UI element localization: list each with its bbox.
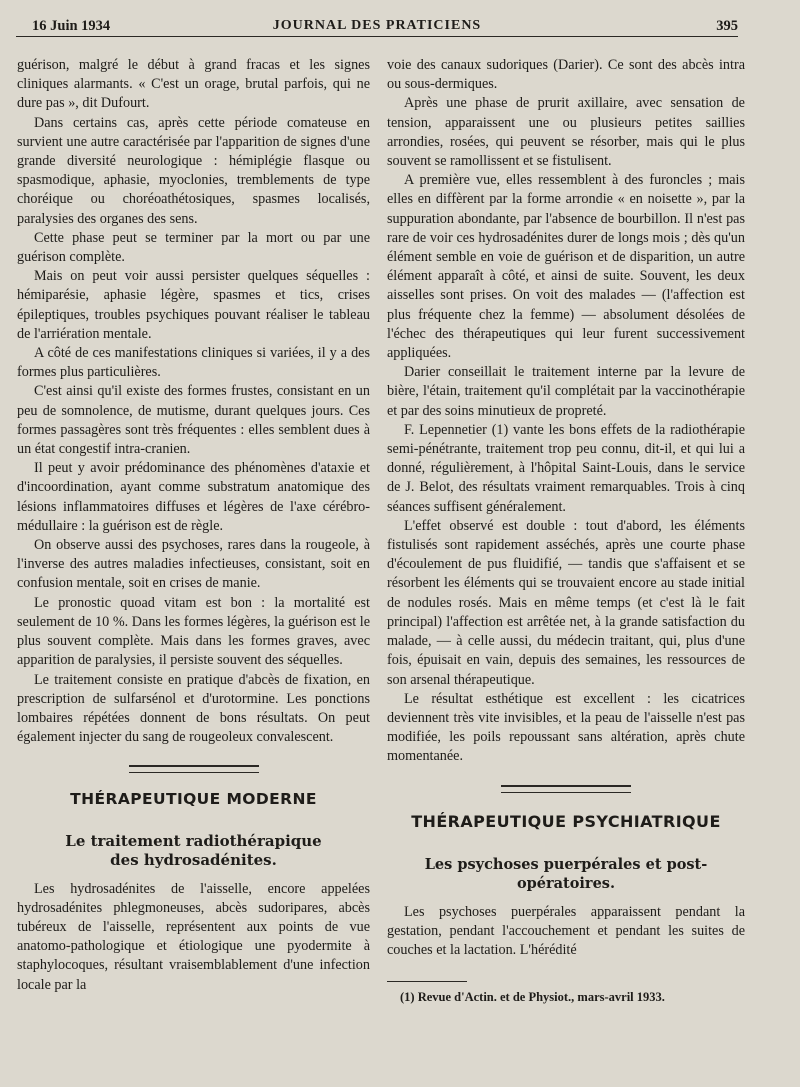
article-title: Les psychoses puerpérales et post-opératoires. [424,855,708,892]
right-column [387,56,745,960]
paragraph: Darier conseillait le traitement interne par la levure de bière, l'étain, traitement qu'il complétait par la vaccinothérapie et par des soins minutieux de propreté. [387,364,745,419]
section-divider [129,765,259,773]
article-title-line: des hydrosadénites. [110,850,277,869]
article-title [17,832,370,870]
footnote-divider [387,981,467,982]
paragraph: A première vue, elles ressemblent à des furoncles ; mais elles en diffèrent par la forme arrondie « en noisette », par la suppuration abondante, par l'absence de bourbillon. Il n'est pas rare de voir ces hydrosadénites durer de longs mois ; dès qu'un élément semble en voie de guérison et de disparition, un autre élément apparaît à côté, et ainsi de suite. Souvent, les deux aisselles sont prises. On voit des malades — (l'affection est plus fréquente chez la femme) — absolument désolées de l'échec des thérapeutiques qui leur furent successivement appliquées. [387,172,745,362]
left-column [17,56,370,995]
paragraph: Les psychoses puerpérales apparaissent pendant la gestation, pendant l'accouchement et pendant les suites de couches et la lactation. L'hérédité [387,903,745,959]
paragraph: A côté de ces manifestations cliniques si variées, il y a des formes plus particulières. [17,345,370,381]
paragraph: Mais on peut voir aussi persister quelques séquelles : hémiparésie, aphasie légère, spasmes et tics, crises épileptiques, troubles psychiques pouvant réaliser le tableau de l'arriération mentale. [17,268,370,342]
paragraph: Le pronostic quoad vitam est bon : la mortalité est seulement de 10 %. Dans les formes légères, la guérison est le plus souvent complète. Mais dans les formes graves, avec apparition de paralysies, il persiste souvent des séquelles. [17,594,370,669]
paragraph: guérison, malgré le début à grand fracas et les signes cliniques alarmants. « C'est un orage, brutal parfois, qui ne dure pas », dit Dufourt. [17,57,370,112]
section-heading: THÉRAPEUTIQUE MODERNE [70,790,317,809]
paragraph: Le résultat esthétique est excellent : les cicatrices deviennent très vite invisibles, et la peau de l'aisselle n'est pas modifiée, les poils repoussant sans altération, après chute momentanée. [387,690,745,765]
paragraph: On observe aussi des psychoses, rares dans la rougeole, à l'inverse des autres maladies infectieuses, consistant, soit en confusion mentale, soit en crises de manie. [17,537,370,592]
paragraph: Il peut y avoir prédominance des phénomènes d'ataxie et d'incoordination, ayant comme substratum anatomique des lésions inflammatoires diffuses et légères de l'axe cérébro-médullaire : la guérison est de règle. [17,460,370,534]
paragraph: Dans certains cas, après cette période comateuse en survient une autre caractérisée par l'apparition de signes d'une grande diversité neurologique : hémiplégie flasque ou spasmodique, aphasie, myoclonies, tremblements de type choréique ou choréoathétosiques, spasmes localisés, paralysies des organes des sens. [17,114,370,227]
paragraph: C'est ainsi qu'il existe des formes frustes, consistant en un peu de somnolence, de mutisme, durant quelques jours. Ces formes passagères sont très fréquentes : elles semblent dues à un état congestif intra-cranien. [17,383,370,458]
page-header [16,14,738,37]
header-date: 16 Juin 1934 [32,18,111,34]
footnote: (1) Revue d'Actin. et de Physiot., mars-avril 1933. [400,990,665,1004]
section-heading: THÉRAPEUTIQUE PSYCHIATRIQUE [411,811,721,831]
section-divider [501,785,631,793]
paragraph: voie des canaux sudoriques (Darier). Ce sont des abcès intra ou sous-dermiques. [387,57,745,93]
paragraph: Les hydrosadénites de l'aisselle, encore appelées hydrosadénites phlegmoneuses, abcès sudoripares, abcès tubéreux de l'aisselle, représentent aux points de vue anatomo-pathologique et étiologique une pyodermite à staphylocoques, résultant vraisemblablement d'une infection locale par la [17,880,370,993]
header-page-number: 395 [716,18,738,34]
paragraph: F. Lepennetier (1) vante les bons effets de la radiothérapie semi-pénétrante, traitement trop peu connu, dit-il, et qui lui a donné, régulièrement, à l'hôpital Saint-Louis, dans le service de J. Belot, des résultats vraiment remarquables. Trois à cinq séances suffisent généralement. [387,421,745,515]
paragraph: Après une phase de prurit axillaire, avec sensation de tension, apparaissent une ou plusieurs petites saillies arrondies, rosées, qui peuvent se résorber, mais qui le plus souvent se ramollissent et se fistulisent. [387,95,745,170]
paragraph: Cette phase peut se terminer par la mort ou par une guérison complète. [17,229,370,266]
paragraph: L'effet observé est double : tout d'abord, les éléments fistulisés sont rapidement asséchés, après une courte phase d'écoulement de pus fluidifié, — tandis que s'affaisent et se résorbent les éléments qui se trouvaient encore au stade initial de nodules rosés. Mais en même temps (et c'est là le fait principal) l'affection est arrêtée net, à la grande satisfaction du malade, — à celle aussi, du médecin traitant, qui, plus d'une fois, épuisait en vain, depuis des semaines, les ressources de son arsenal thérapeutique. [387,517,745,688]
paragraph: Le traitement consiste en pratique d'abcès de fixation, en prescription de sulfarsénol et d'urotormine. Les ponctions lombaires répétées donnent de bons résultats. On peut également injecter du sang de rougeoleux convalescent. [17,671,370,746]
article-title-line: Le traitement radiothérapique [65,831,322,850]
header-journal-title: JOURNAL DES PRATICIENS [272,18,482,33]
